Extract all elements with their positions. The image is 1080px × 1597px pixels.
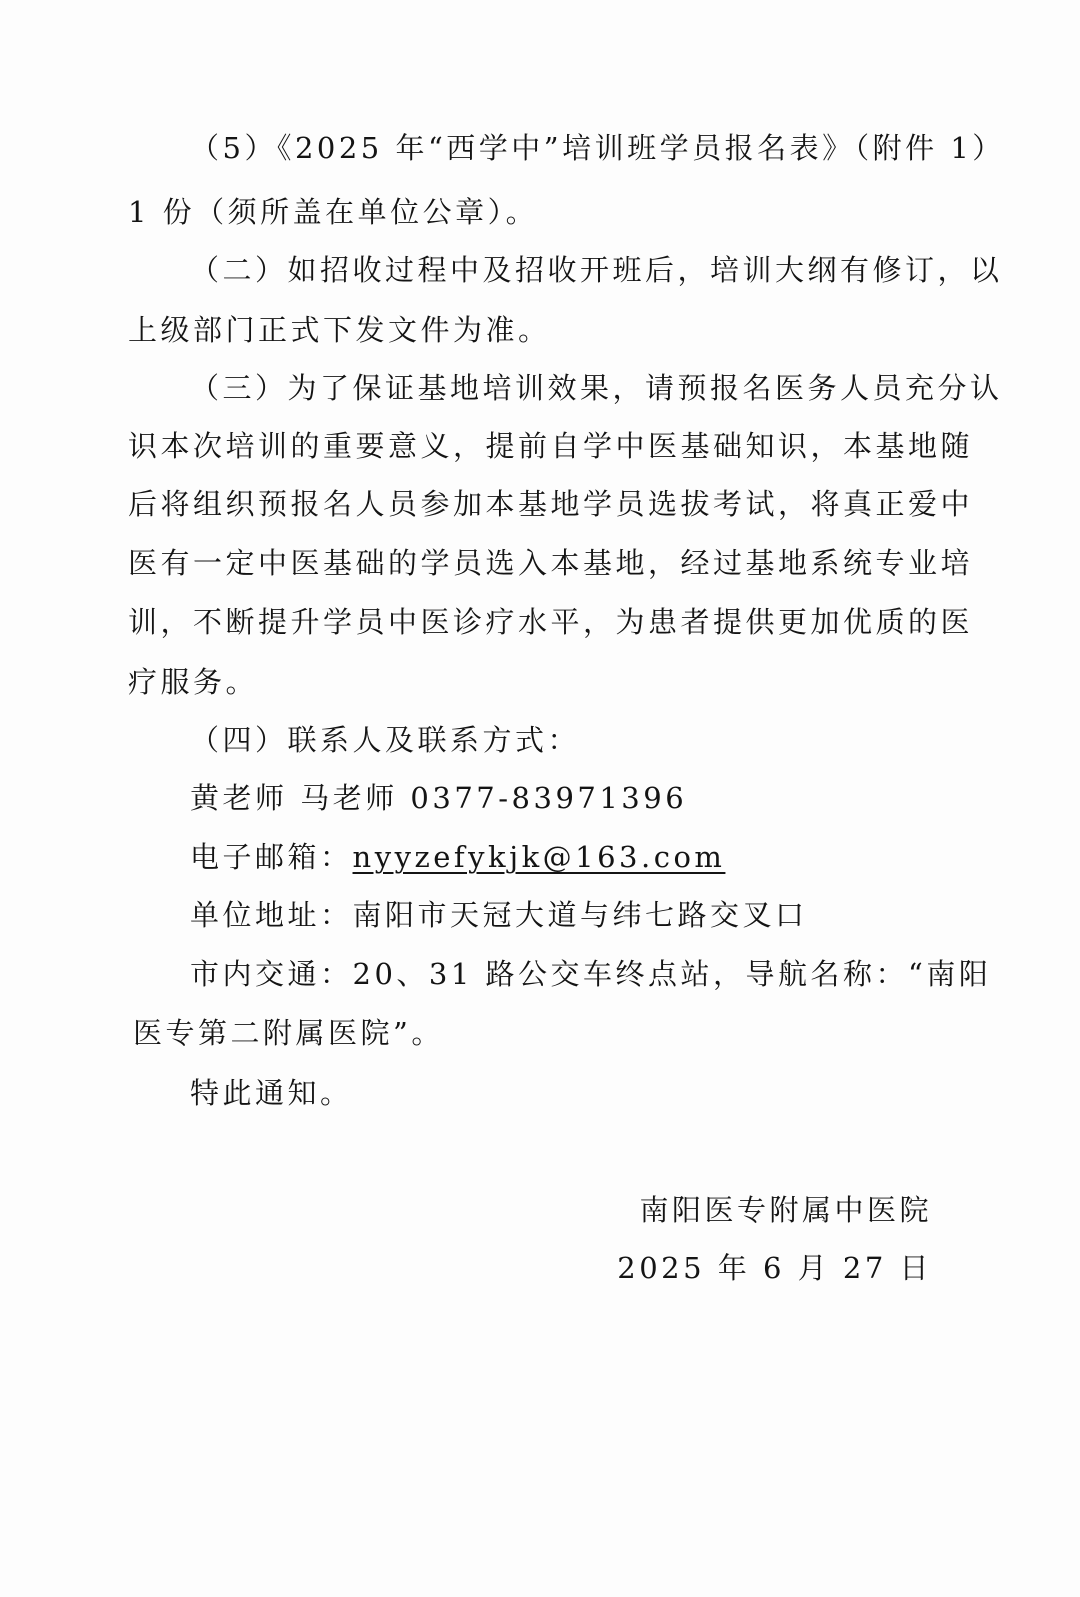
email-link[interactable]: nyyzefykjk@163.com (352, 840, 726, 874)
contact-persons: 黄老师 马老师 0377-83971396 (190, 781, 688, 815)
email-line (190, 837, 725, 877)
item5-line2: 1 份（须所盖在单位公章）。 (128, 195, 539, 229)
item3-line6: 疗服务。 (128, 665, 259, 699)
address-line: 单位地址：南阳市天冠大道与纬七路交叉口 (190, 898, 808, 932)
item2-line1: （二）如招收过程中及招收开班后，培训大纲有修订，以 (190, 253, 1003, 287)
item4-heading: （四）联系人及联系方式： (190, 723, 581, 757)
signature-date: 2025 年 6 月 27 日 (617, 1251, 932, 1285)
transit-line2: 医专第二附属医院”。 (133, 1016, 444, 1050)
item2-line2: 上级部门正式下发文件为准。 (128, 313, 551, 347)
item3-line2: 识本次培训的重要意义，提前自学中医基础知识，本基地随 (128, 429, 974, 463)
transit-line1: 市内交通：20、31 路公交车终点站，导航名称：“南阳 (190, 957, 992, 991)
item3-line3: 后将组织预报名人员参加本基地学员选拔考试，将真正爱中 (128, 487, 974, 521)
item3-line1: （三）为了保证基地培训效果，请预报名医务人员充分认 (190, 371, 1003, 405)
item3-line4: 医有一定中医基础的学员选入本基地，经过基地系统专业培 (128, 546, 974, 580)
item3-line5: 训，不断提升学员中医诊疗水平，为患者提供更加优质的医 (128, 605, 974, 639)
email-label: 电子邮箱： (190, 840, 353, 874)
signature-organization: 南阳医专附属中医院 (639, 1193, 932, 1227)
closing-line: 特此通知。 (190, 1076, 353, 1110)
item5-line1: （5）《2025 年“西学中”培训班学员报名表》（附件 1） (190, 131, 1005, 165)
